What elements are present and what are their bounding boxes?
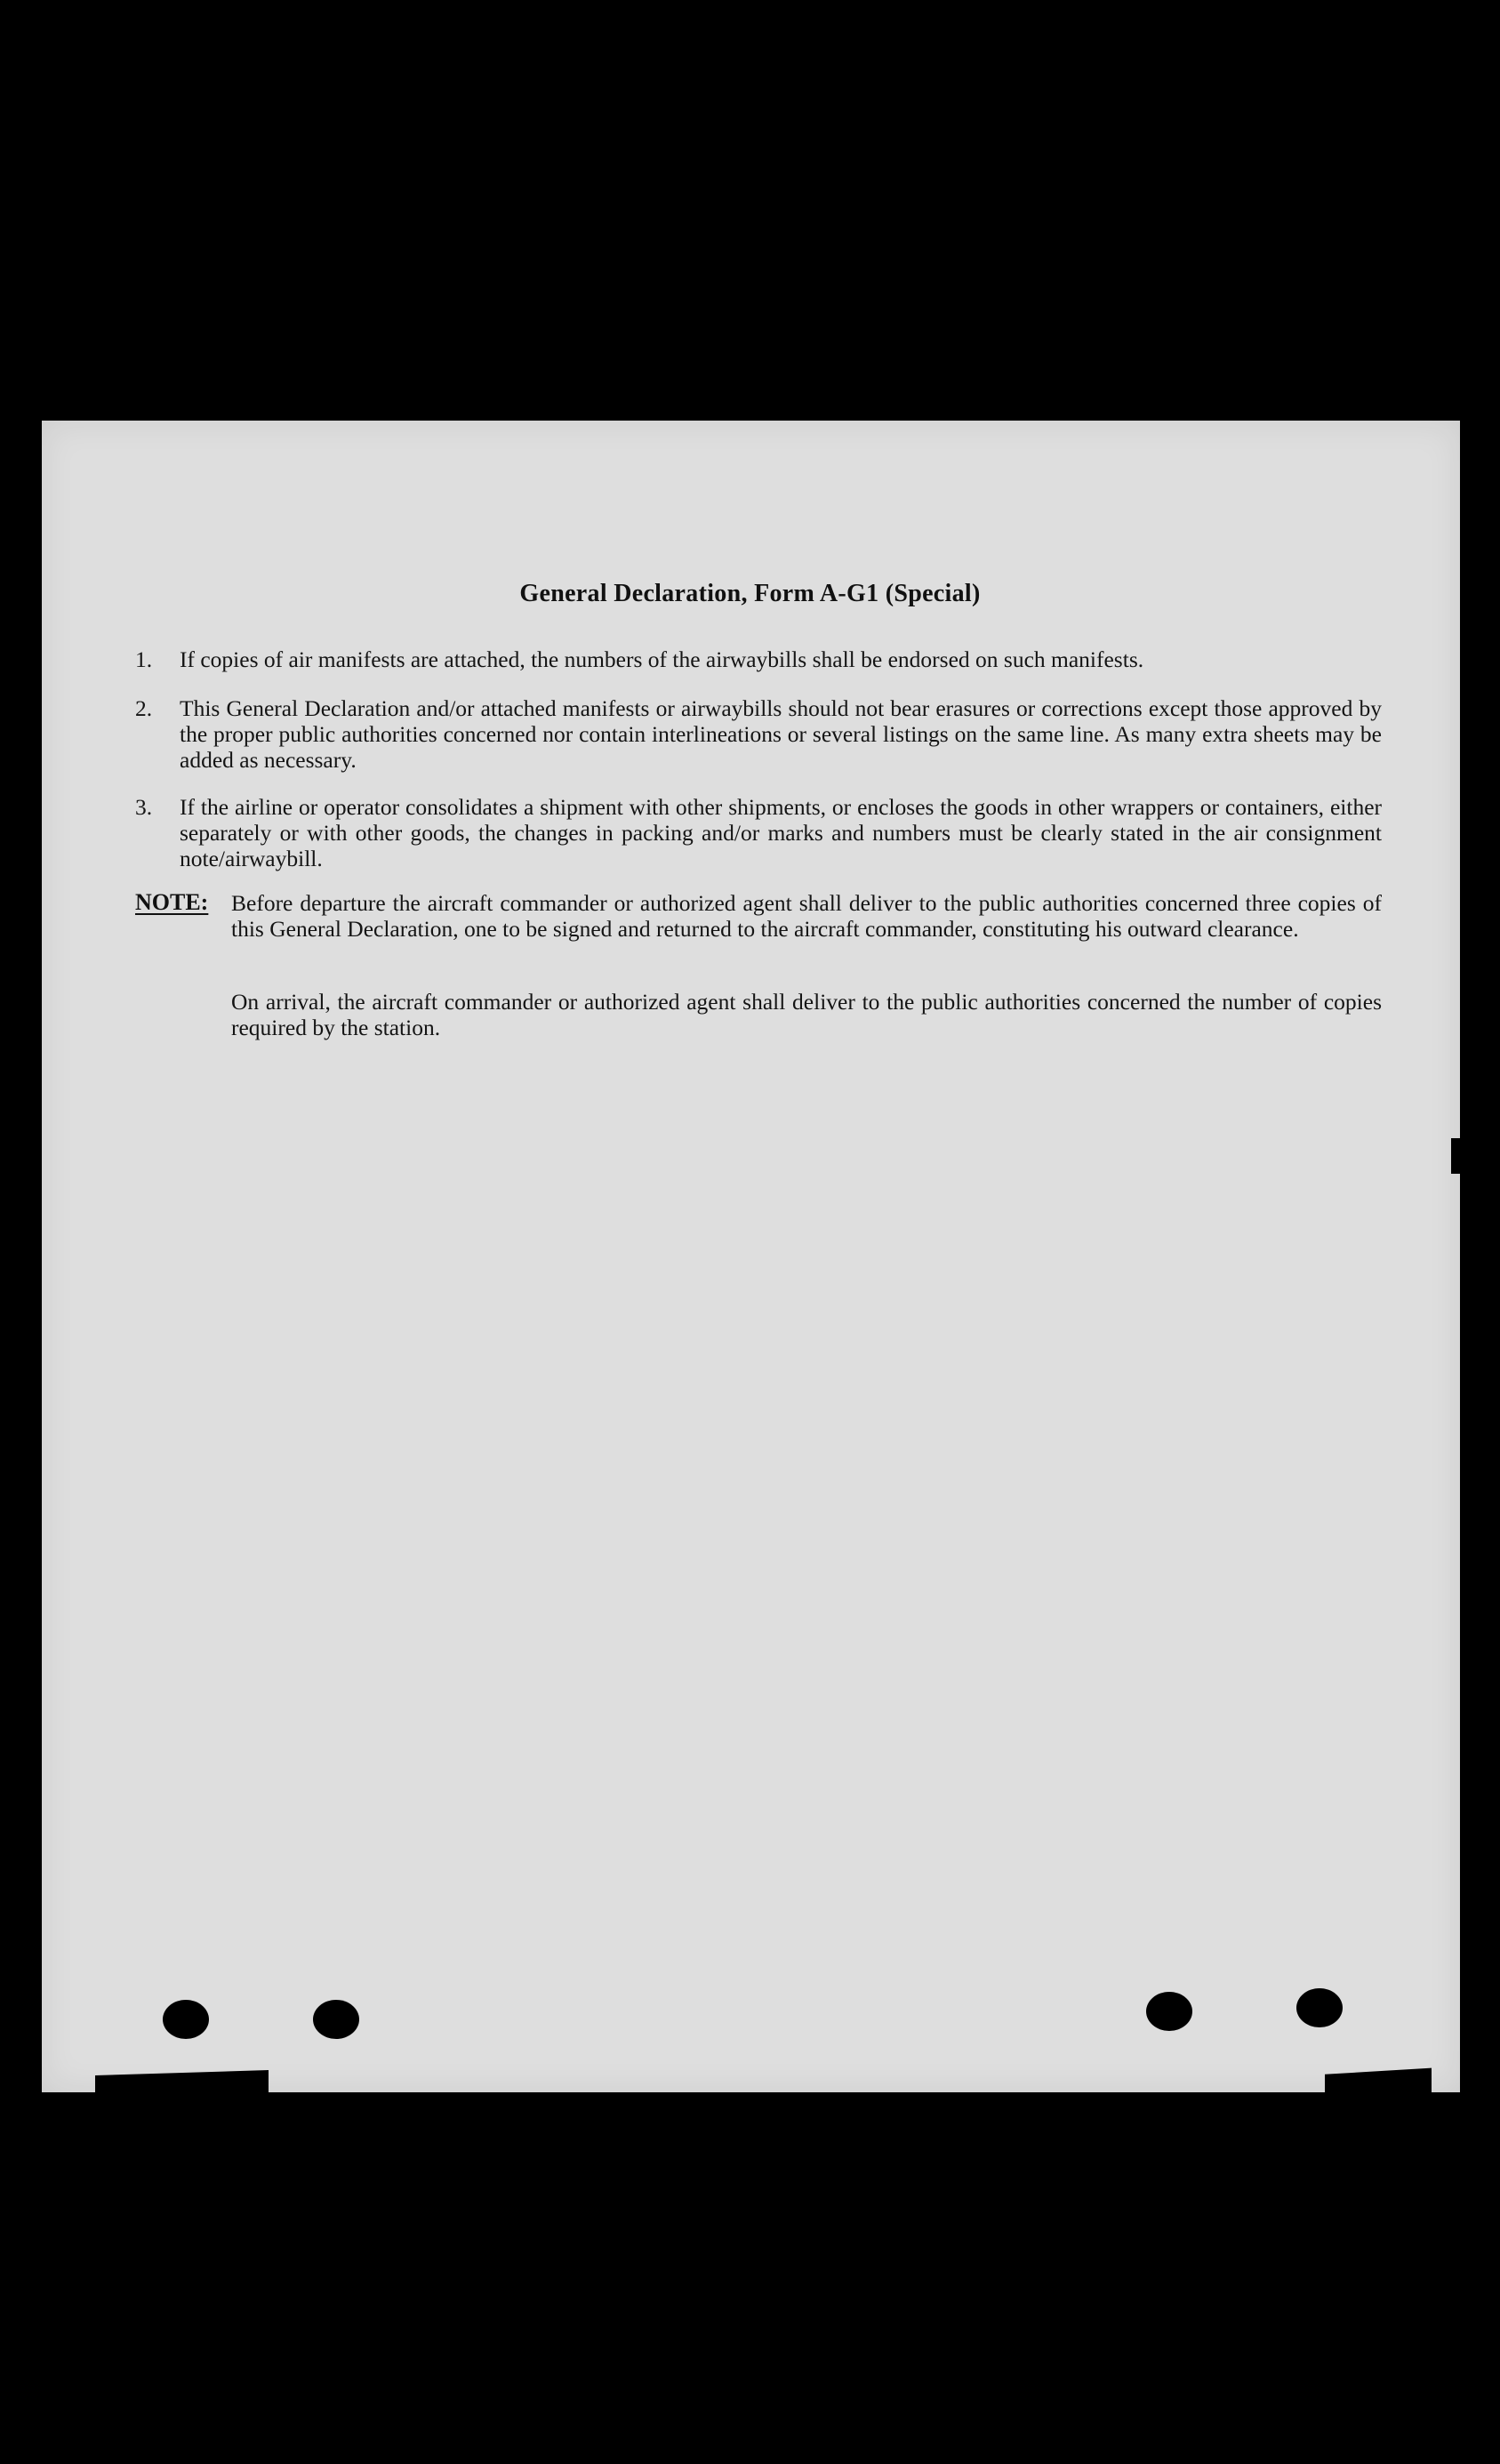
note-paragraph-2: On arrival, the aircraft commander or authorized agent shall deliver to the public authorities concerned the number of copies required by the station. [231,989,1382,1040]
item-number-2: 2. [135,695,153,721]
item-text-3: If the airline or operator consolidates a shipment with other shipments, or encloses the goods in other wrappers or containers, either separately or with other goods, the changes in packing and/or marks and numbers must be clearly stated in the air consignment note/airwaybill. [180,794,1382,871]
item-text-1: If copies of air manifests are attached, the numbers of the airwaybills shall be endorsed on such manifests. [180,646,1144,672]
document-title: General Declaration, Form A-G1 (Special) [519,580,981,607]
page-edge-tear [1451,1138,1460,1174]
punch-hole-1 [163,2000,209,2039]
item-number-1: 1. [135,646,153,672]
note-paragraph-1: Before departure the aircraft commander or authorized agent shall deliver to the public authorities concerned three copies of this General Declaration, one to be signed and returned to the aircraft commander, constituting his outward clearance. [231,890,1382,942]
punch-hole-3 [1146,1992,1192,2031]
note-label: NOTE: [135,889,209,915]
item-text-2: This General Declaration and/or attached manifests or airwaybills should not bear erasures or corrections except those approved by the proper public authorities concerned nor contain interlineations or several listings on the same line. As many extra sheets may be added as necessary. [180,695,1382,773]
item-number-3: 3. [135,794,153,820]
punch-hole-2 [313,2000,359,2039]
punch-hole-4 [1296,1988,1343,2027]
